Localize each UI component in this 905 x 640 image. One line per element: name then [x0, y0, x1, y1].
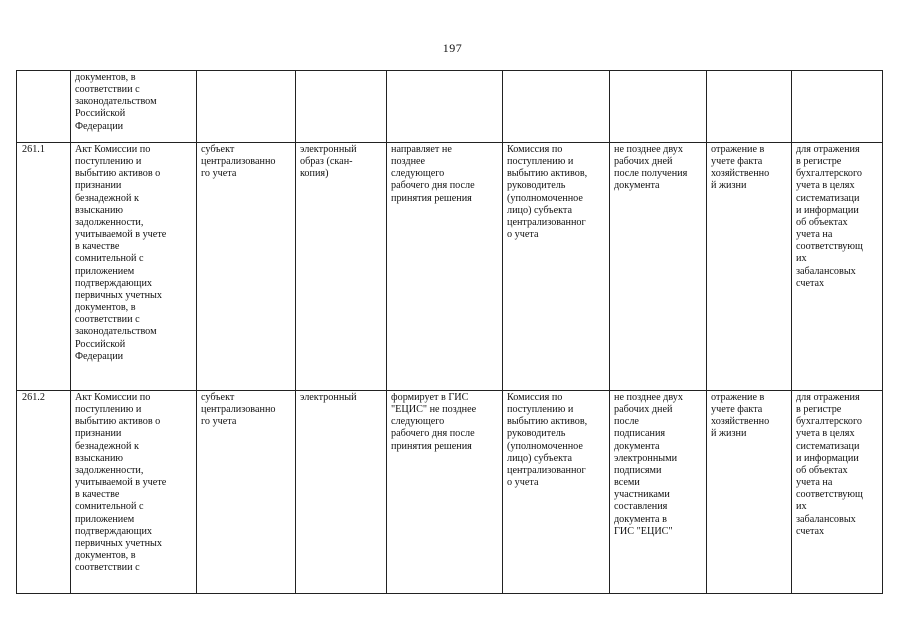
signer-cell — [503, 143, 610, 391]
table-row — [17, 71, 883, 143]
document-name: Акт Комиссии по поступлению и выбытию активов о признании безнадежной к взысканию задолженности, учитываемой в учете в качестве сомнительной с приложением подтверждающих первичных учетных документов, в соответствии с законодательством Российской Федерации — [75, 144, 167, 362]
document-form: электронный образ (скан- копия) — [300, 144, 357, 180]
processing-action-cell — [707, 391, 792, 594]
submission-term-cell — [387, 143, 503, 391]
document-name-cell — [71, 143, 197, 391]
purpose: для отражения в регистре бухгалтерского учета в целях систематизаци и информации об объектах учета на соответствующ их забалансовых счетах — [796, 144, 863, 289]
creator-cell — [197, 143, 296, 391]
row-number-cell — [17, 391, 71, 594]
row-number: 261.2 — [22, 392, 45, 403]
processing-action-cell — [707, 143, 792, 391]
submission-term-cell — [387, 71, 503, 143]
submission-term: формирует в ГИС "ЕЦИС" не позднее следующего рабочего дня после принятия решения — [391, 392, 477, 452]
table-row — [17, 391, 883, 594]
row-number-cell — [17, 71, 71, 143]
processing-term-cell — [610, 143, 707, 391]
creator-cell — [197, 391, 296, 594]
creator-cell — [197, 71, 296, 143]
row-number-cell — [17, 143, 71, 391]
submission-term: направляет не позднее следующего рабочего дня после принятия решения — [391, 144, 475, 204]
document-name-cell — [71, 391, 197, 594]
document-form-cell — [296, 71, 387, 143]
processing-term-cell — [610, 71, 707, 143]
document-form-cell — [296, 391, 387, 594]
processing-term: не позднее двух рабочих дней после получения документа — [614, 144, 688, 192]
document-form: электронный — [300, 392, 357, 403]
purpose-cell — [792, 71, 883, 143]
purpose: для отражения в регистре бухгалтерского учета в целях систематизаци и информации об объектах учета на соответствующ их забалансовых счетах — [796, 392, 863, 537]
signer: Комиссия по поступлению и выбытию активов, руководитель (уполномоченное лицо) субъекта централизованног о учета — [507, 144, 588, 241]
document-name-cell — [71, 71, 197, 143]
document-table — [16, 70, 883, 594]
processing-action-cell — [707, 71, 792, 143]
creator: субъект централизованно го учета — [201, 392, 276, 428]
processing-action: отражение в учете факта хозяйственно й жизни — [711, 144, 770, 192]
page-number: 197 — [442, 41, 463, 55]
table-row — [17, 143, 883, 391]
processing-action: отражение в учете факта хозяйственно й жизни — [711, 392, 770, 440]
row-number: 261.1 — [22, 144, 45, 155]
processing-term: не позднее двух рабочих дней после подписания документа электронными подписями всеми участниками составления документа в ГИС "ЕЦИС" — [614, 392, 683, 537]
document-name: документов, в соответствии с законодательством Российской Федерации — [75, 72, 157, 132]
purpose-cell — [792, 143, 883, 391]
processing-term-cell — [610, 391, 707, 594]
document-name: Акт Комиссии по поступлению и выбытию активов о признании безнадежной к взысканию задолженности, учитываемой в учете в качестве сомнительной с приложением подтверждающих первичных учетных документов, в соответствии с — [75, 392, 167, 574]
document-form-cell — [296, 143, 387, 391]
creator: субъект централизованно го учета — [201, 144, 276, 180]
signer-cell — [503, 71, 610, 143]
signer: Комиссия по поступлению и выбытию активов, руководитель (уполномоченное лицо) субъекта централизованног о учета — [507, 392, 588, 489]
submission-term-cell — [387, 391, 503, 594]
purpose-cell — [792, 391, 883, 594]
signer-cell — [503, 391, 610, 594]
